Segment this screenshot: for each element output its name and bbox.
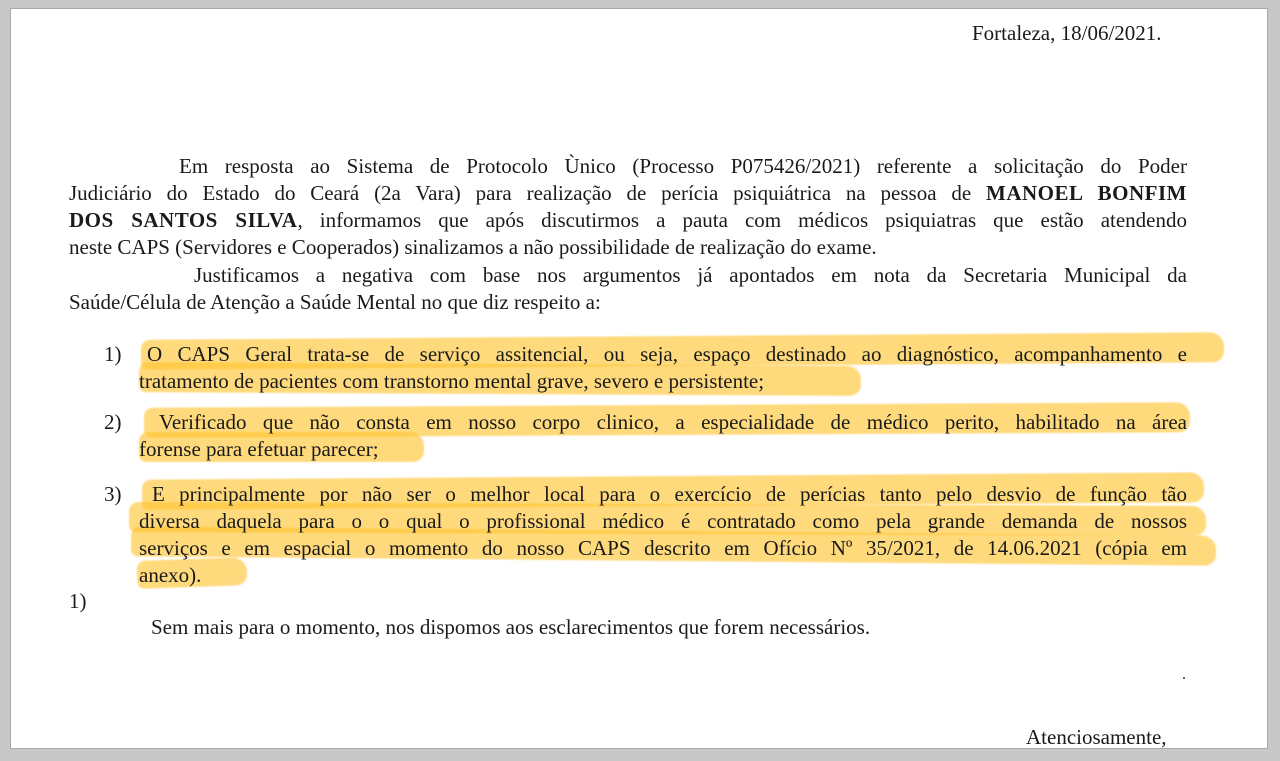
list-number-1: 1) xyxy=(104,342,122,366)
paragraph-1-line-2 xyxy=(69,179,1187,207)
signoff-text: Atenciosamente, xyxy=(1026,725,1167,749)
document-date: Fortaleza, 18/06/2021. xyxy=(972,21,1162,45)
paragraph-1-line-4: neste CAPS (Servidores e Cooperados) sinalizamos a não possibilidade de realização do exame. xyxy=(69,235,877,259)
list-item-3-line-2: diversa daquela para o o qual o profissional médico é contratado como pela grande demanda de nossos xyxy=(139,509,1187,533)
paragraph-1-line-2-text: Judiciário do Estado do Ceará (2a Vara) para realização de perícia psiquiátrica na pessoa de xyxy=(69,181,972,205)
list-item-3-line-1: E principalmente por não ser o melhor local para o exercício de perícias tanto pelo desvio de função tão xyxy=(152,482,1187,506)
paragraph-1-line-3-text: , informamos que após discutirmos a pauta com médicos psiquiatras que estão atendendo xyxy=(297,208,1188,232)
paragraph-1-line-3 xyxy=(69,206,1187,234)
list-item-3-line-3: serviços e em espacial o momento do nosso CAPS descrito em Ofício Nº 35/2021, de 14.06.2021 (cópia em xyxy=(139,536,1187,560)
list-item-2-line-1: Verificado que não consta em nosso corpo clinico, a especialidade de médico perito, habilitado na área xyxy=(159,410,1187,434)
document-page xyxy=(10,8,1268,749)
paragraph-2-line-2: Saúde/Célula de Atenção a Saúde Mental no que diz respeito a: xyxy=(69,290,601,314)
paragraph-2-line-1: Justificamos a negativa com base nos argumentos já apontados em nota da Secretaria Municipal da xyxy=(194,263,1187,287)
list-number-2: 2) xyxy=(104,410,122,434)
list-item-2-line-2: forense para efetuar parecer; xyxy=(139,437,379,461)
list-item-1-line-2: tratamento de pacientes com transtorno mental grave, severo e persistente; xyxy=(139,369,765,393)
list-item-1-line-1: O CAPS Geral trata-se de serviço assitencial, ou seja, espaço destinado ao diagnóstico, acompanhamento e xyxy=(147,342,1187,366)
paragraph-1-line-1: Em resposta ao Sistema de Protocolo Ùnico (Processo P075426/2021) referente a solicitação do Poder xyxy=(179,154,1187,178)
ink-speck xyxy=(1183,677,1185,679)
stray-list-number: 1) xyxy=(69,589,87,613)
closing-text: Sem mais para o momento, nos dispomos aos esclarecimentos que forem necessários. xyxy=(151,615,871,639)
list-item-3-line-4: anexo). xyxy=(139,563,202,587)
list-number-3: 3) xyxy=(104,482,122,506)
subject-name-part-1: MANOEL BONFIM xyxy=(986,181,1187,205)
subject-name-part-2: DOS SANTOS SILVA xyxy=(69,208,298,232)
